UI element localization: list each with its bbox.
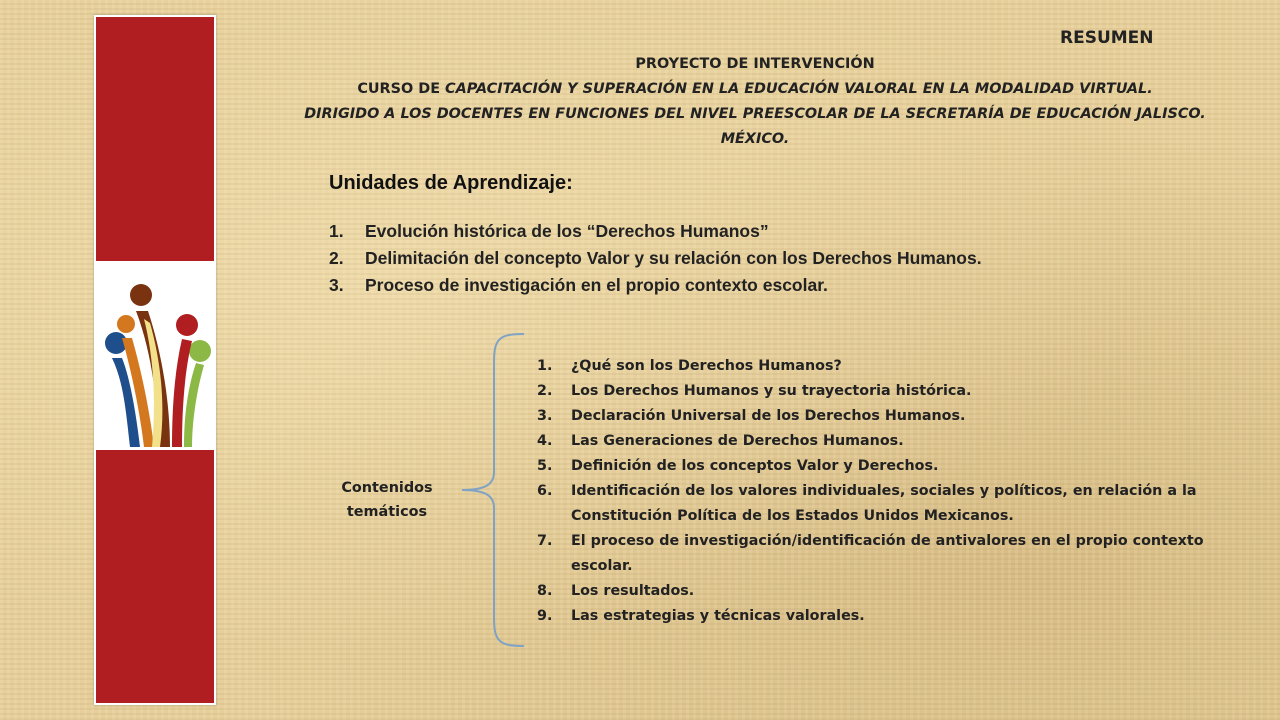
- list-item: 9. Las estrategias y técnicas valorales.: [537, 608, 865, 624]
- course-audience: DIRIGIDO A LOS DOCENTES EN FUNCIONES DEL NIVEL PREESCOLAR DE LA SECRETARÍA DE EDUCACIÓN JALISCO. MÉXICO.: [304, 106, 1206, 147]
- side-banner: [94, 15, 216, 705]
- project-title: PROYECTO DE INTERVENCIÓN: [635, 56, 875, 72]
- people-figures-logo-icon: [96, 263, 214, 449]
- list-item: 5. Definición de los conceptos Valor y Derechos.: [537, 458, 939, 474]
- list-item: 1. ¿Qué son los Derechos Humanos?: [537, 358, 842, 374]
- list-item: 3. Declaración Universal de los Derechos Humanos.: [537, 408, 966, 424]
- list-item: 1. Evolución histórica de los “Derechos Humanos”: [329, 221, 769, 241]
- contenidos-line1: Contenidos: [341, 480, 433, 496]
- curly-bracket-icon: [460, 332, 526, 648]
- units-list: [329, 218, 982, 299]
- list-item: 8. Los resultados.: [537, 583, 695, 599]
- list-item: 3. Proceso de investigación en el propio contexto escolar.: [329, 275, 828, 295]
- units-title: Unidades de Aprendizaje:: [329, 172, 573, 194]
- list-item: 4. Las Generaciones de Derechos Humanos.: [537, 433, 904, 449]
- list-item: 2. Los Derechos Humanos y su trayectoria histórica.: [537, 383, 972, 399]
- list-item: 6. Identificación de los valores individuales, sociales y políticos, en relación a la Constitución Política de los Estados Unidos Mexicanos.: [537, 483, 1197, 524]
- contenidos-line2: temáticos: [346, 504, 428, 520]
- resumen-label: RESUMEN: [1060, 28, 1154, 48]
- topics-list: [537, 354, 1227, 629]
- project-header: [290, 52, 1220, 152]
- banner-red-bottom: [96, 450, 214, 703]
- banner-red-top: [96, 17, 214, 261]
- contenidos-label: [320, 476, 454, 524]
- course-title: CURSO DE CAPACITACIÓN Y SUPERACIÓN EN LA EDUCACIÓN VALORAL EN LA MODALIDAD VIRTUAL.: [357, 81, 1153, 97]
- list-item: 2. Delimitación del concepto Valor y su relación con los Derechos Humanos.: [329, 248, 982, 268]
- list-item: 7. El proceso de investigación/identificación de antivalores en el propio contexto escolar.: [537, 533, 1204, 574]
